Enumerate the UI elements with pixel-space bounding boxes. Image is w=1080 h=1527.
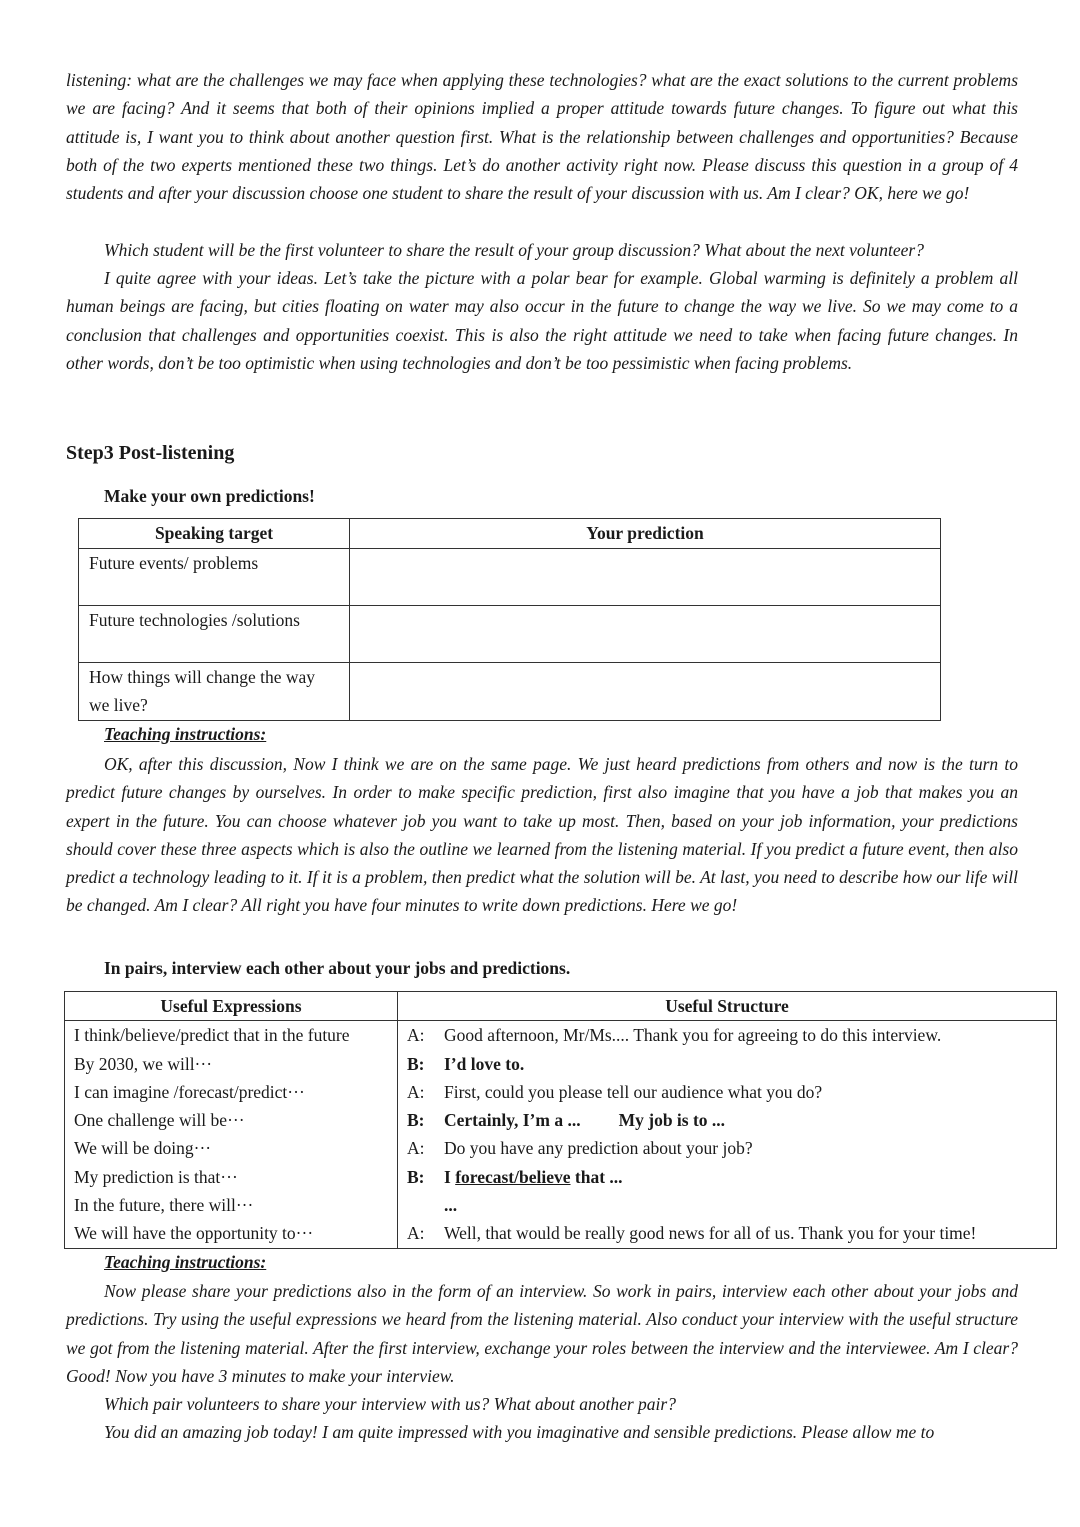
prediction-input-cell[interactable] [350,663,941,721]
dialogue-line: ... [444,1195,458,1216]
paragraph-polar-bear: I quite agree with your ideas. Let’s take the picture with a polar bear for example. Global warming is definitely a problem all human beings are facing, but cities floating on water may also occur in the future to change the way we live. So we may come to a conclusion that challenges and opportunities coexist. This is also the right attitude we need to take when facing future changes. In other words, don’t be too optimistic when using technologies and don’t be too pessimistic when facing problems. [66,268,1018,373]
column-header-useful-structure: Useful Structure [398,992,1057,1021]
speaking-target-cell: Future technologies /solutions [79,606,350,663]
prediction-table [78,518,941,721]
dialogue-line: A: Good afternoon, Mr/Ms.... Thank you for agreeing to do this interview. [407,1025,942,1046]
teaching-instructions-label: Teaching instructions: [104,1252,267,1272]
table-row [79,606,941,663]
paragraph-interview-pairs: Now please share your predictions also in the form of an interview. So work in pairs, interview each other about your jobs and predictions. Try using the useful expressions we heard from the listening material. Also conduct your interview with the useful structure we got from the listening material. After the first interview, exchange your roles between the interview and the interviewee. Am I clear? Good! Now you have 3 minutes to make your interview. [66,1281,1018,1386]
dialogue-line: B: I’d love to. [407,1053,525,1074]
expression-item: My prediction is that··· [74,1166,238,1187]
expression-item: I can imagine /forecast/predict··· [74,1081,305,1102]
paragraph-make-predictions: OK, after this discussion, Now I think we are on the same page. We just heard predictions from others and now is the turn to predict future changes by ourselves. In order to make specific prediction, first also imagine that you have a job that makes you an expert in the future. You can choose whatever job you want to take up most. Then, based on your job information, your predictions should cover these three aspects which is also the outline we learned from the listening material. If you predict a future event, then also predict a technology leading to it. If it is a problem, then predict what the solution will be. At last, you need to describe how our life will be changed. Am I clear? All right you have four minutes to write down predictions. Here we go! [66,754,1018,916]
column-header-useful-expressions: Useful Expressions [65,992,398,1021]
expressions-table [64,991,1057,1249]
predictions-subheading: Make your own predictions! [104,486,315,506]
paragraph-closing: You did an amazing job today! I am quite impressed with you imaginative and sensible predictions. Please allow me to [104,1422,935,1442]
dialogue-line: B: Certainly, I’m a ... My job is to ... [407,1110,726,1131]
dialogue-line: A: Well, that would be really good news for all of us. Thank you for your time! [407,1223,977,1244]
table-row [79,549,941,606]
expression-item: We will be doing··· [74,1138,212,1159]
expressions-list [65,1021,398,1248]
paragraph-volunteer-question: Which student will be the first volunteer to share the result of your group discussion? What about the next volunteer? [104,240,924,260]
structure-dialogue [398,1021,1057,1248]
dialogue-line: A: Do you have any prediction about your job? [407,1138,753,1159]
pairs-interview-subheading: In pairs, interview each other about your jobs and predictions. [104,958,571,978]
expression-item: We will have the opportunity to··· [74,1223,314,1244]
paragraph-listening-discussion: listening: what are the challenges we may face when applying these technologies? what are the exact solutions to the current problems we are facing? And it seems that both of their opinions implied a proper attitude towards future changes. To figure out what this attitude is, I want you to think about another question first. What is the relationship between challenges and opportunities? Because both of the two experts mentioned these two things. Let’s do another activity right now. Please discuss this question in a group of 4 students and after your discussion choose one student to share the result of your discussion with us. Am I clear? OK, here we go! [66,70,1018,204]
speaking-target-cell: Future events/ problems [79,549,350,606]
expression-item: I think/believe/predict that in the future [74,1025,350,1046]
dialogue-line: B: I forecast/believe that ... [407,1166,623,1187]
teaching-instructions-label: Teaching instructions: [104,724,267,744]
column-header-speaking-target: Speaking target [79,519,350,549]
column-header-your-prediction: Your prediction [350,519,941,549]
step3-heading: Step3 Post-listening [66,442,235,464]
speaking-target-cell: How things will change the way we live? [79,663,350,721]
expression-item: By 2030, we will··· [74,1053,213,1074]
prediction-input-cell[interactable] [350,606,941,663]
expression-item: In the future, there will··· [74,1195,254,1216]
table-row [79,663,941,721]
prediction-input-cell[interactable] [350,549,941,606]
paragraph-pair-volunteers: Which pair volunteers to share your interview with us? What about another pair? [104,1394,676,1414]
dialogue-line: A: First, could you please tell our audience what you do? [407,1081,823,1102]
expression-item: One challenge will be··· [74,1110,245,1131]
